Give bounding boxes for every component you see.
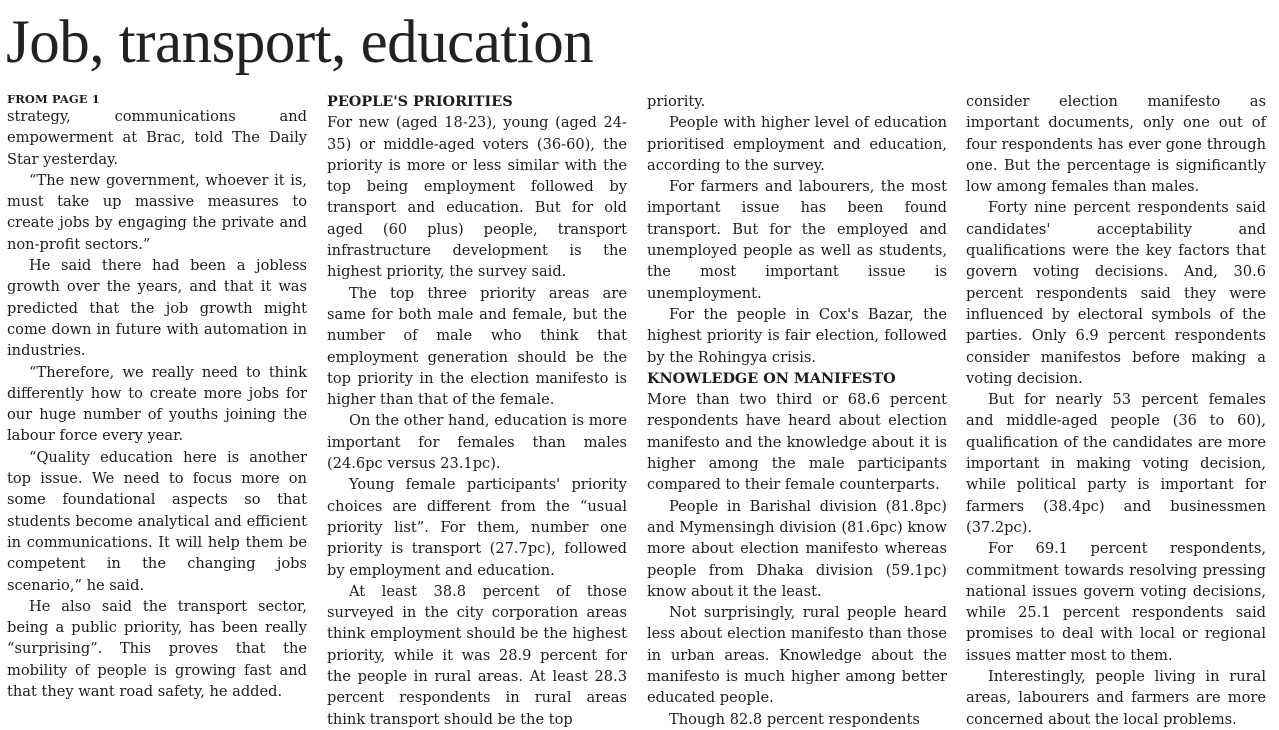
- headline: Job, transport, education: [6, 9, 594, 76]
- paragraph: People in Barishal division (81.8pc) and Mymensingh division (81.6pc) know more about election manifesto whereas people from Dhaka division (59.1pc) know about it the least.: [647, 497, 947, 600]
- paragraph: For 69.1 percent respondents, commitment towards resolving pressing national issues govern voting decisions, while 25.1 percent respondents said promises to deal with local or regional issues matter most to them.: [966, 540, 1266, 664]
- paragraph: Not surprisingly, rural people heard less about election manifesto than those in urban areas. Knowledge about the manifesto is much higher among better educated people.: [647, 604, 947, 707]
- paragraph: At least 38.8 percent of those surveyed in the city corporation areas think employment should be the highest priority, while it was 28.9 percent for the people in rural areas. At least 28.3 percent respondents in rural areas think transport should be the top: [327, 582, 627, 728]
- paragraph: Though 82.8 percent respondents: [669, 710, 920, 728]
- paragraph: But for nearly 53 percent females and middle-aged people (36 to 60), qualification of the candidates are more important in making voting decision, while political party is important for farmers (38.4pc) and businessmen (37.2pc).: [966, 391, 1266, 536]
- paragraph: “Therefore, we really need to think differently how to create more jobs for our huge number of youths joining the labour force every year.: [7, 363, 307, 445]
- paragraph: priority.: [647, 93, 706, 110]
- article-column-1: [7, 91, 307, 702]
- paragraph: For farmers and labourers, the most important issue has been found transport. But for the employed and unemployed people as well as students, the most important issue is unemployment.: [647, 178, 947, 302]
- paragraph: The top three priority areas are same for both male and female, but the number of male who think that employment generation should be the top priority in the election manifesto is higher than that of the female.: [327, 284, 627, 409]
- paragraph: Interestingly, people living in rural areas, labourers and farmers are more concerned about the local problems.: [966, 668, 1266, 728]
- paragraph: People with higher level of education prioritised employment and education, according to the survey.: [647, 114, 947, 174]
- paragraph: He also said the transport sector, being a public priority, has been really “surprising”. This proves that the mobility of people is growing fast and that they want road safety, he added.: [7, 597, 307, 701]
- article-column-3: [647, 91, 947, 730]
- article-column-4: [966, 91, 1266, 730]
- paragraph: On the other hand, education is more important for females than males (24.6pc versus 23.1pc).: [327, 412, 627, 473]
- paragraph: For new (aged 18-23), young (aged 24-35) or middle-aged voters (36-60), the priority is more or less similar with the top being employment followed by transport and education. But for old aged (60 plus) people, transport infrastructure development is the highest priority, the survey said.: [327, 114, 627, 281]
- paragraph: For the people in Cox's Bazar, the highest priority is fair election, followed by the Rohingya crisis.: [647, 305, 947, 366]
- paragraph: He said there had been a jobless growth over the years, and that it was predicted that the job growth might come down in future with automation in industries.: [7, 257, 307, 360]
- paragraph: Forty nine percent respondents said candidates' acceptability and qualifications were the key factors that govern voting decisions. And, 30.6 percent respondents said they were influenced by electoral symbols of the parties. Only 6.9 percent respondents consider manifestos before making a voting decision.: [966, 199, 1266, 387]
- paragraph: Young female participants' priority choices are different from the “usual priority list”. For them, number one priority is transport (27.7pc), followed by employment and education.: [327, 476, 627, 579]
- paragraph: “The new government, whoever it is, must take up massive measures to create jobs by engaging the private and non-profit sectors.”: [7, 171, 307, 253]
- paragraph: strategy, communications and empowerment at Brac, told The Daily Star yesterday.: [7, 108, 307, 168]
- article-column-2: [327, 91, 627, 730]
- paragraph: consider election manifesto as important documents, only one out of four respondents has ever gone through one. But the percentage is significantly low among females than males.: [966, 93, 1266, 196]
- continuation-kicker: FROM PAGE 1: [7, 92, 100, 106]
- section-subhead: PEOPLE'S PRIORITIES: [327, 93, 513, 110]
- paragraph: “Quality education here is another top issue. We need to focus more on some foundational aspects so that students become analytical and efficient in communications. It will help them be competent in the changing jobs scenario,” he said.: [7, 448, 307, 594]
- paragraph: More than two third or 68.6 percent respondents have heard about election manifesto and the knowledge about it is higher among the male participants compared to their female counterparts.: [647, 391, 947, 494]
- section-subhead: KNOWLEDGE ON MANIFESTO: [647, 369, 896, 387]
